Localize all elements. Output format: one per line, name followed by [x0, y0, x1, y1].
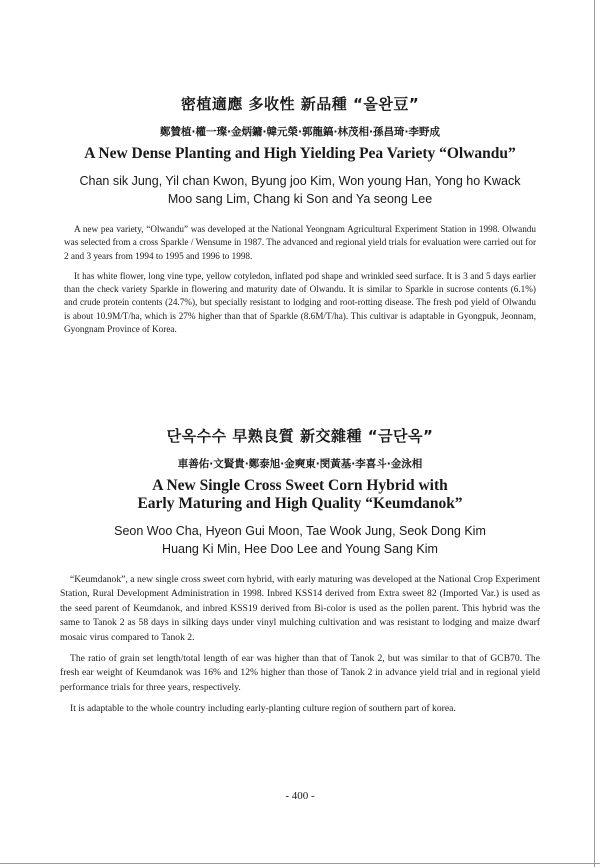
english-title-line: A New Dense Planting and High Yielding Pea Variety “Olwandu” [84, 145, 516, 162]
english-title-line: A New Single Cross Sweet Corn Hybrid with [152, 477, 448, 494]
abstract-paragraph: “Keumdanok”, a new single cross sweet corn hybrid, with early maturing was developed at the National Crop Experiment Station, Rural Development Administration in 1998. Inbred KSS14 derived from Extra sweet 82 (Imported Var.) is used as the seed parent of Keumdanok, and inbred KSS19 derived from Bi-color is used as the pollen parent. This hybrid was the same to Tanok 2 as 58 days in silking days under vinyl mulching cultivation and was resistant to lodging and maize dwarf mosaic virus compared to Tanok 2. [60, 574, 540, 643]
english-title [0, 145, 600, 163]
native-authors: 鄭贊植·權一璨·金炳鏞·韓元榮·郭龍鎬·林茂相·孫昌琦·李野成 [160, 126, 440, 138]
abstract-paragraph: It is adaptable to the whole country including early-planting culture region of southern part of korea. [70, 703, 456, 715]
abstract-paragraph: It has white flower, long vine type, yellow cotyledon, inflated pod shape and wrinkled seed surface. It is 3 and 5 days earlier than the check variety Sparkle in flowering and maturity date of Olwandu. It is similar to Sparkle in sucrose contents (6.1%) and crude protein contents (24.7%), but specially resistant to lodging and root-rotting disease. The fresh pod yield of Olwandu is about 10.9M/T/ha, which is 27% higher than that of Sparkle (8.6M/T/ha). This cultivar is adaptable in Gyongpuk, Jeonnam, Gyongnam Province of Korea. [64, 270, 536, 335]
english-title [0, 477, 600, 513]
english-authors [0, 172, 600, 208]
english-title-line: Early Maturing and High Quality “Keumdanok” [137, 495, 463, 512]
author-line: Chan sik Jung, Yil chan Kwon, Byung joo Kim, Won young Han, Yong ho Kwack [79, 174, 521, 188]
abstract [64, 223, 536, 336]
article-sweet-corn-hybrid [0, 425, 600, 717]
page-edge-bottom [0, 863, 600, 864]
native-title: 密植適應 多收性 新品種 “올완豆” [180, 95, 420, 113]
english-authors [0, 522, 600, 558]
native-authors: 車善佑·文賢貴·鄭泰旭·金奭東·閔黃基·李喜斗·金泳相 [177, 458, 423, 470]
author-line: Moo sang Lim, Chang ki Son and Ya seong Lee [167, 192, 433, 206]
abstract-paragraph: The ratio of grain set length/total length of ear was higher than that of Tanok 2, but was similar to that of GCB70. The fresh ear weight of Keumdanok was 16% and 12% higher than those of Tanok 2 in advance yield trial and in regional yield performance trials for three years, respectively. [60, 653, 540, 693]
native-title: 단옥수수 早熟良質 新交雜種 “금단옥” [166, 427, 434, 445]
author-line: Huang Ki Min, Hee Doo Lee and Young Sang Kim [162, 542, 438, 556]
page-number: - 400 - [285, 790, 315, 802]
abstract-paragraph: A new pea variety, “Olwandu” was developed at the National Yeongnam Agricultural Experiment Station in 1998. Olwandu was selected from a cross Sparkle / Wensume in 1987. The advanced and regional yield trials for evaluation were carried out for 2 and 3 years from 1994 to 1995 and 1996 to 1998. [64, 224, 536, 261]
author-line: Seon Woo Cha, Hyeon Gui Moon, Tae Wook Jung, Seok Dong Kim [114, 524, 486, 538]
abstract [60, 573, 540, 717]
article-pea-variety [0, 93, 600, 336]
